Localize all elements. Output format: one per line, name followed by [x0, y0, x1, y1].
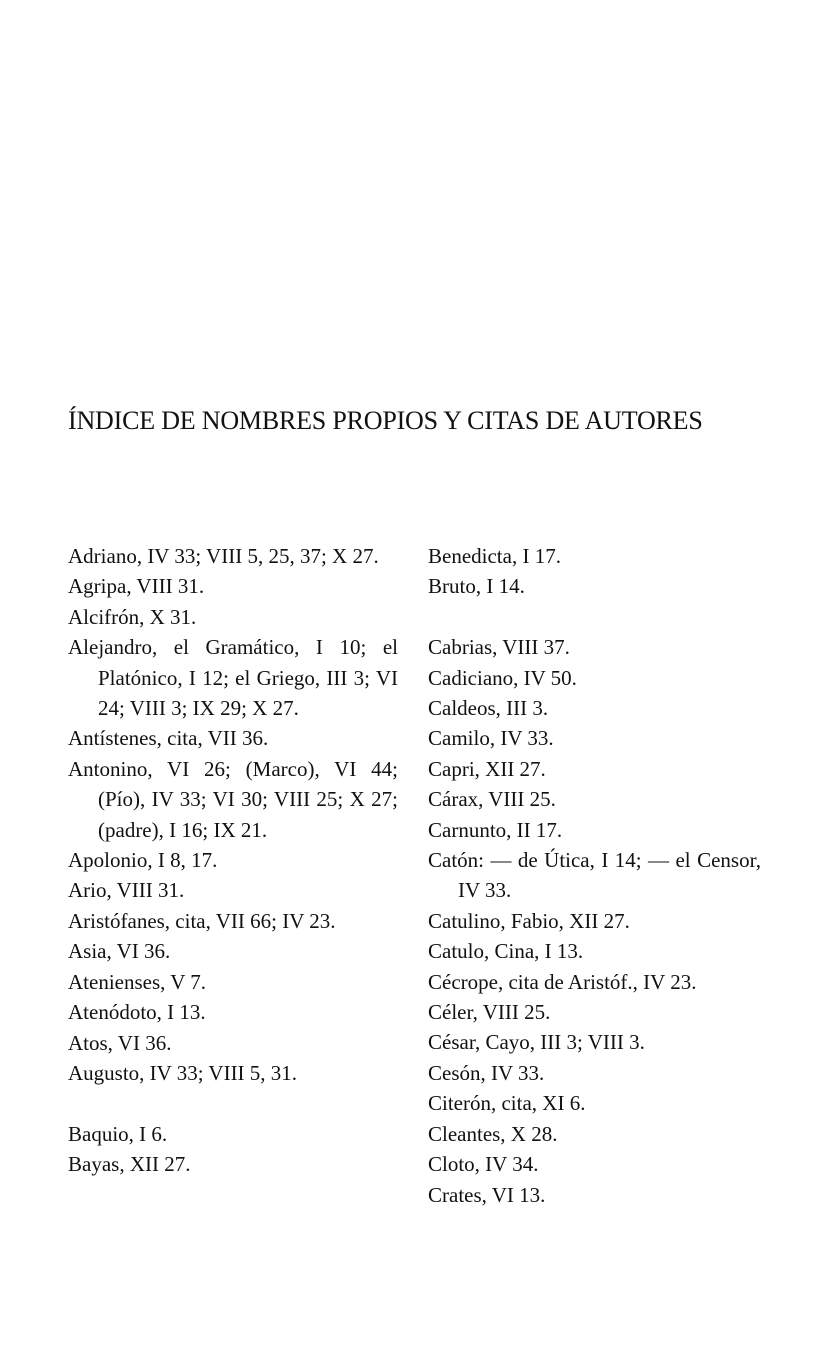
index-entry: Adriano, IV 33; VIII 5, 25, 37; X 27.	[68, 544, 379, 568]
index-entry: Alejandro, el Gramático, I 10; el Platónico, I 12; el Griego, III 3; VI 24; VIII 3; IX 29; X 27.	[68, 635, 398, 721]
index-entry: Alcifrón, X 31.	[68, 604, 197, 629]
index-entry: Cloto, IV 34.	[428, 1152, 539, 1177]
index-entry: Atenienses, V 7.	[68, 969, 207, 994]
index-entry: Bayas, XII 27.	[68, 1152, 191, 1177]
index-entry: Citerón, cita, XI 6.	[428, 1091, 586, 1116]
index-entry: Catulo, Cina, I 13.	[428, 939, 584, 964]
index-entry: Cesón, IV 33.	[428, 1060, 545, 1085]
index-entry: Apolonio, I 8, 17.	[68, 848, 218, 873]
index-entry: Céler, VIII 25.	[428, 1000, 551, 1025]
index-entry: Augusto, IV 33; VIII 5, 31.	[68, 1060, 298, 1085]
index-entry: Camilo, IV 33.	[428, 726, 554, 751]
index-entry: César, Cayo, III 3; VIII 3.	[428, 1030, 645, 1055]
index-entry: Antonino, VI 26; (Marco), VI 44; (Pío), IV 33; VI 30; VIII 25; X 27; (padre), I 16; IX 21.	[68, 756, 398, 842]
index-entry: Crates, VI 13.	[428, 1182, 546, 1207]
index-entry: Carnunto, II 17.	[428, 817, 563, 842]
index-entry: Antístenes, cita, VII 36.	[68, 726, 269, 751]
index-entry: Ario, VIII 31.	[68, 878, 185, 903]
index-entry: Cleantes, X 28.	[428, 1121, 558, 1146]
index-entry: Cabrias, VIII 37.	[428, 635, 570, 660]
index-column-left	[68, 541, 398, 1180]
index-entry: Bruto, I 14.	[428, 574, 525, 599]
index-entry: Cécrope, cita de Aristóf., IV 23.	[428, 969, 697, 994]
index-column-right	[428, 541, 761, 1210]
index-entry: Baquio, I 6.	[68, 1121, 168, 1146]
index-entry: Atos, VI 36.	[68, 1030, 172, 1055]
index-entry: Agripa, VIII 31.	[68, 574, 205, 599]
index-entry: Cadiciano, IV 50.	[428, 665, 577, 690]
index-entry: Catón: — de Útica, I 14; — el Censor, IV 33.	[428, 848, 761, 903]
index-entry: Benedicta, I 17.	[428, 544, 561, 568]
index-entry: Capri, XII 27.	[428, 756, 546, 781]
index-entry: Aristófanes, cita, VII 66; IV 23.	[68, 908, 336, 933]
index-entry: Atenódoto, I 13.	[68, 1000, 206, 1025]
index-entry: Caldeos, III 3.	[428, 696, 549, 721]
index-entry: Cárax, VIII 25.	[428, 787, 556, 812]
index-entry: Asia, VI 36.	[68, 939, 171, 964]
page-title: ÍNDICE DE NOMBRES PROPIOS Y CITAS DE AUTORES	[68, 406, 703, 435]
index-entry: Catulino, Fabio, XII 27.	[428, 908, 630, 933]
